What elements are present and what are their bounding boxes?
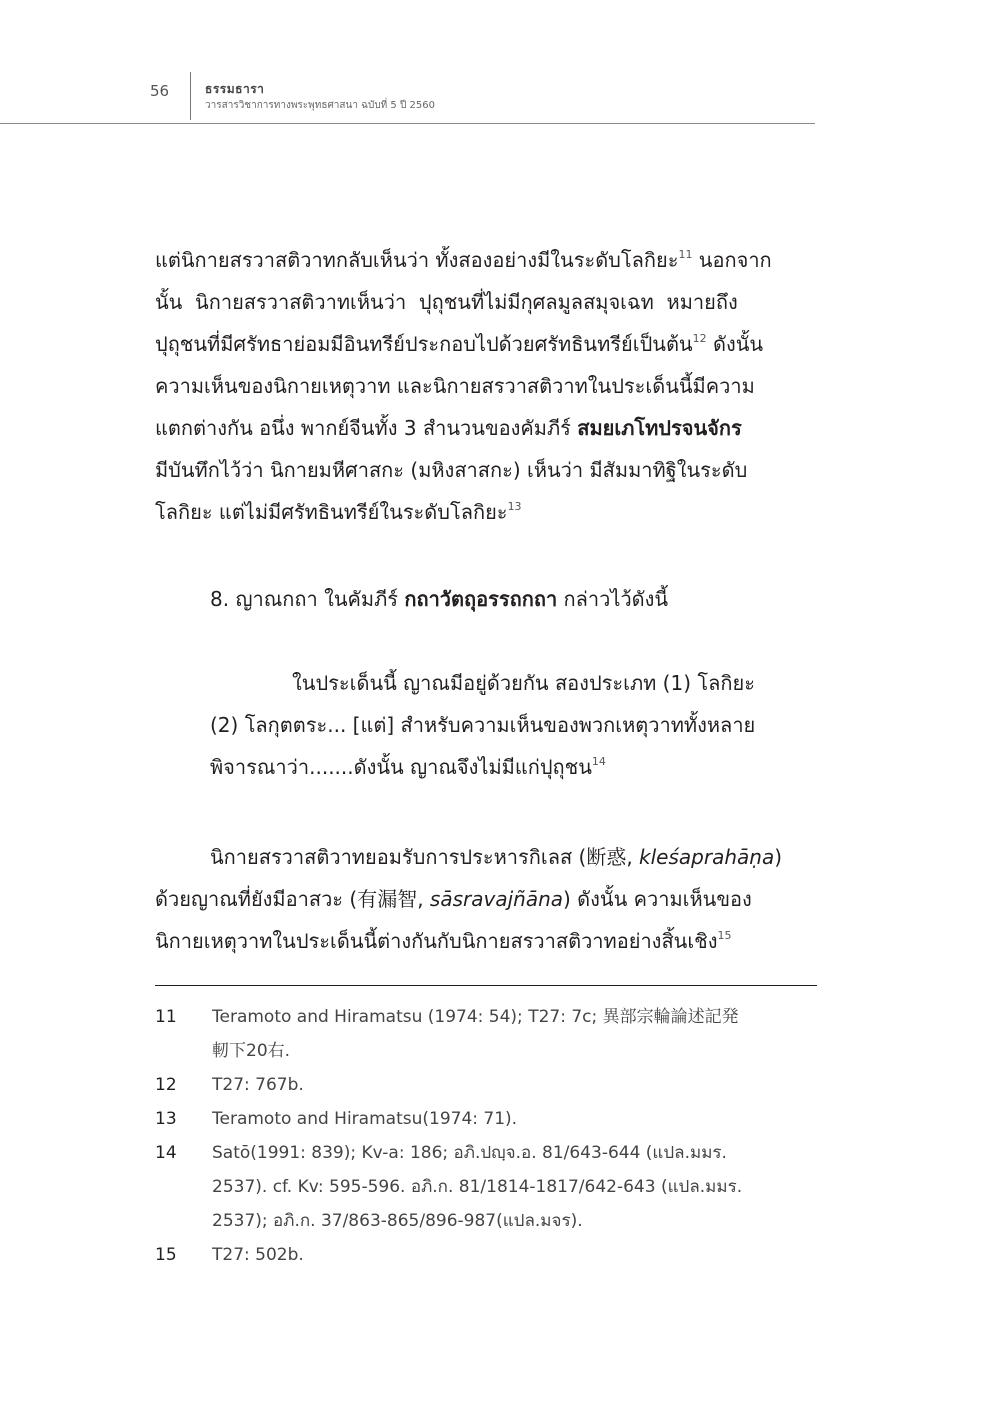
- footnote-line: Teramoto and Hiramatsu (1974: 54); T27: 7c; 異部宗輪論述記発: [212, 1007, 739, 1027]
- footnote-line: Teramoto and Hiramatsu(1974: 71).: [212, 1109, 518, 1129]
- footnote-number: 12: [155, 1075, 177, 1095]
- text-line: [155, 281, 817, 323]
- text-run: ) ดังนั้น ความเห็นของ: [563, 887, 752, 911]
- footnote-ref[interactable]: 12: [692, 332, 707, 345]
- footnote-number: 11: [155, 1007, 177, 1027]
- footnote: [155, 1068, 817, 1102]
- footnote-line: T27: 767b.: [212, 1075, 304, 1095]
- footnotes: [155, 1000, 817, 1272]
- text-run: นั้น นิกายสรวาสติวาทเห็นว่า ปุถุชนที่ไม่มีกุศลมูลสมุจเฉท หมายถึง: [155, 290, 738, 314]
- header-divider: [190, 72, 191, 120]
- text-line: [155, 878, 817, 920]
- footnote-number: 15: [155, 1245, 177, 1265]
- page-number: 56: [150, 82, 170, 100]
- footnote-line: 軔下20右.: [212, 1041, 291, 1061]
- text-run: โลกิยะ แต่ไม่มีศรัทธินทรีย์ในระดับโลกิยะ: [155, 500, 508, 524]
- footnote-line: T27: 502b.: [212, 1245, 304, 1265]
- paragraph-3: [155, 836, 817, 962]
- footnote-line: 2537). cf. Kv: 595-596. อภิ.ก. 81/1814-1817/642-643 (แปล.มมร.: [212, 1177, 743, 1197]
- header-rule: [0, 123, 815, 124]
- footnote: [155, 1136, 817, 1238]
- footnote-ref[interactable]: 11: [678, 248, 693, 261]
- text-run: ): [774, 845, 783, 869]
- text-line: [155, 836, 817, 878]
- footnote-number: 14: [155, 1143, 177, 1163]
- text-run: ดังนั้น: [706, 332, 764, 356]
- footnote: [155, 1238, 817, 1272]
- block-quote: [155, 662, 817, 788]
- text-run: นอกจาก: [692, 248, 772, 272]
- text-run: นิกายสรวาสติวาทยอมรับการประหารกิเลส (断惑,: [210, 845, 640, 869]
- text-line: [155, 491, 817, 533]
- text-run: ปุถุชนที่มีศรัทธาย่อมมีอินทรีย์ประกอบไปด้วยศรัทธินทรีย์เป็นต้น: [155, 332, 693, 356]
- journal-title: ธรรมธารา: [205, 82, 265, 96]
- footnote-ref[interactable]: 13: [507, 500, 522, 513]
- text-line: [155, 239, 817, 281]
- text-line: [155, 746, 817, 788]
- text-run: กล่าวไว้ดังนี้: [557, 587, 669, 611]
- text-run: แต่นิกายสรวาสติวาทกลับเห็นว่า ทั้งสองอย่างมีในระดับโลกิยะ: [155, 248, 679, 272]
- journal-subtitle: วารสารวิชาการทางพระพุทธศาสนา ฉบับที่ 5 ปี 2560: [205, 100, 435, 111]
- page-header: [0, 60, 815, 126]
- footnote-line: 2537); อภิ.ก. 37/863-865/896-987(แปล.มจร).: [212, 1211, 583, 1231]
- text-title-bold: กถาวัตถุอรรถกถา: [404, 587, 558, 611]
- text-line: [155, 449, 817, 491]
- footnote: [155, 1000, 817, 1068]
- text-run: แตกต่างกัน อนึ่ง พากย์จีนทั้ง 3 สำนวนของคัมภีร์: [155, 416, 578, 440]
- footnote: [155, 1102, 817, 1136]
- text-line: [155, 578, 817, 620]
- footnote-line: Satō(1991: 839); Kv-a: 186; อภิ.ปญฺจ.อ. 81/643-644 (แปล.มมร.: [212, 1143, 727, 1163]
- text-run: นิกายเหตุวาทในประเด็นนี้ต่างกันกับนิกายสรวาสติวาทอย่างสิ้นเชิง: [155, 929, 718, 953]
- text-line: [155, 407, 817, 449]
- text-line: [155, 323, 817, 365]
- footnote-divider: [155, 985, 817, 986]
- text-line: [155, 704, 817, 746]
- footnote-number: 13: [155, 1109, 177, 1129]
- text-run: ด้วยญาณที่ยังมีอาสวะ (有漏智,: [155, 887, 430, 911]
- footnote-ref[interactable]: 15: [717, 929, 732, 942]
- text-run: 8. ญาณกถา ในคัมภีร์: [210, 587, 405, 611]
- paragraph-2: [155, 578, 817, 620]
- text-italic: kleśaprahāṇa: [639, 845, 775, 869]
- text-run: ในประเด็นนี้ ญาณมีอยู่ด้วยกัน สองประเภท (1) โลกิยะ: [292, 671, 755, 695]
- text-line: [155, 365, 817, 407]
- text-line: [155, 662, 817, 704]
- text-line: [155, 920, 817, 962]
- text-run: (2) โลกุตตระ... [แต่] สำหรับความเห็นของพวกเหตุวาททั้งหลาย: [210, 713, 756, 737]
- paragraph-1: [155, 239, 817, 533]
- footnote-ref[interactable]: 14: [591, 755, 606, 768]
- text-run: มีบันทึกไว้ว่า นิกายมหีศาสกะ (มหิงสาสกะ) เห็นว่า มีสัมมาทิฐิในระดับ: [155, 458, 748, 482]
- text-italic: sāsravajñāna: [429, 887, 564, 911]
- text-run: ความเห็นของนิกายเหตุวาท และนิกายสรวาสติวาทในประเด็นนี้มีความ: [155, 374, 755, 398]
- text-run: พิจารณาว่า.......ดังนั้น ญาณจึงไม่มีแก่ปุถุชน: [210, 755, 592, 779]
- text-title-bold: สมยเภโทปรจนจักร: [577, 416, 742, 440]
